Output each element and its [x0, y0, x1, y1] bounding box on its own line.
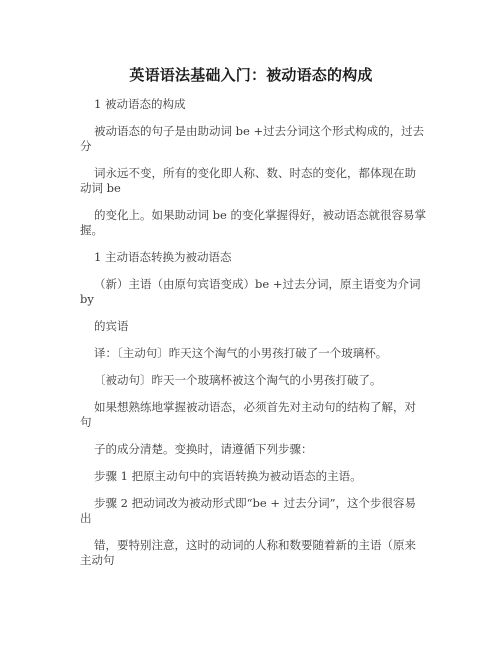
- paragraph-line: 握。: [80, 223, 103, 237]
- section-heading: 1 主动语态转换为被动语态: [94, 250, 232, 264]
- paragraph-line: by: [80, 292, 94, 306]
- paragraph-line: 如果想熟练地掌握被动语态，必须首先对主动句的结构了解，对: [94, 400, 416, 414]
- paragraph-line: 动词 be: [80, 181, 121, 195]
- example-line: 译：〔主动句〕昨天这个淘气的小男孩打破了一个玻璃杯。: [94, 346, 388, 360]
- paragraph-line: 的变化上。如果助动词 be 的变化掌握得好，被动语态就很容易掌: [94, 208, 426, 222]
- page-title: 英语语法基础入门：被动语态的构成: [129, 66, 373, 84]
- step-line: 步骤 1 把原主动句中的宾语转换为被动语态的主语。: [94, 469, 362, 483]
- paragraph-line: （新）主语（由原句宾语变成）be +过去分词，原主语变为介词: [94, 277, 421, 291]
- paragraph-line: 被动语态的句子是由助动词 be +过去分词这个形式构成的，过去: [94, 124, 425, 138]
- paragraph-line: 子的成分清楚。变换时，请遵循下列步骤：: [94, 442, 313, 456]
- example-line: 〔被动句〕昨天一个玻璃杯被这个淘气的小男孩打破了。: [94, 373, 382, 387]
- paragraph-line: 主动句: [80, 553, 115, 567]
- step-line: 步骤 2 把动词改为被动形式即“be + 过去分词”，这个步很容易: [94, 496, 416, 510]
- paragraph-line: 句: [80, 415, 92, 429]
- paragraph-line: 词永远不变，所有的变化即人称、数、时态的变化，都体现在助: [94, 166, 416, 180]
- paragraph-line: 出: [80, 511, 92, 525]
- paragraph-line: 的宾语: [94, 319, 129, 333]
- paragraph-line: 分: [80, 139, 92, 153]
- paragraph-line: 错，要特别注意，这时的动词的人称和数要随着新的主语（原来: [94, 538, 416, 552]
- section-heading: 1 被动语态的构成: [94, 97, 186, 111]
